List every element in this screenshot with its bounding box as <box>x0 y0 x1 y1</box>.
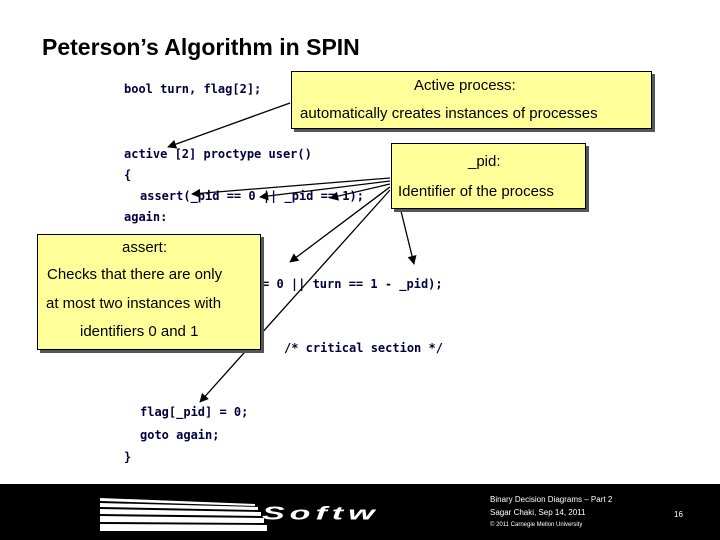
code-line-wait-condition: = 0 || turn == 1 - _pid); <box>262 277 443 291</box>
slide-title: Peterson’s Algorithm in SPIN <box>42 34 360 60</box>
page-number: 16 <box>674 510 683 519</box>
code-line-flag-reset: flag[_pid] = 0; <box>140 405 249 419</box>
code-line-close-brace: } <box>124 450 132 464</box>
assert-callout <box>37 234 261 350</box>
footer-course-title: Binary Decision Diagrams – Part 2 <box>490 495 613 504</box>
code-line-critical-section: /* critical section */ <box>284 341 443 355</box>
arrow-pid-to-assert-1 <box>192 178 390 194</box>
arrow-pid-to-condition-2 <box>400 207 414 264</box>
code-line-again-label: again: <box>124 210 168 224</box>
code-line-open-brace: { <box>124 168 132 182</box>
pid-callout-title: _pid: <box>468 153 501 170</box>
assert-callout-title: assert: <box>122 239 168 256</box>
active-process-callout <box>291 71 652 129</box>
arrow-pid-to-condition <box>290 187 390 262</box>
assert-callout-line-2: at most two instances with <box>46 295 222 312</box>
footer-swoosh-graphic <box>0 484 300 540</box>
footer-author-date: Sagar Chaki, Sep 14, 2011 <box>490 508 586 517</box>
code-line-proctype: active [2] proctype user() <box>124 147 312 161</box>
footer-copyright: © 2011 Carnegie Mellon University <box>490 522 583 528</box>
code-line-bool: bool turn, flag[2]; <box>124 82 262 96</box>
arrow-pid-to-assert-3 <box>330 184 390 198</box>
pid-callout-body: Identifier of the process <box>398 183 554 200</box>
code-line-goto: goto again; <box>140 428 220 442</box>
pid-callout <box>391 143 586 209</box>
assert-callout-line-3: identifiers 0 and 1 <box>80 323 199 340</box>
code-line-assert: assert(_pid == 0 || _pid == 1); <box>140 189 364 203</box>
active-callout-title: Active process: <box>414 77 516 94</box>
arrow-active-to-proctype <box>168 103 290 147</box>
assert-callout-line-1: Checks that there are only <box>47 266 223 283</box>
footer-logo: Softw <box>262 503 380 524</box>
active-callout-body: automatically creates instances of processes <box>300 105 598 122</box>
